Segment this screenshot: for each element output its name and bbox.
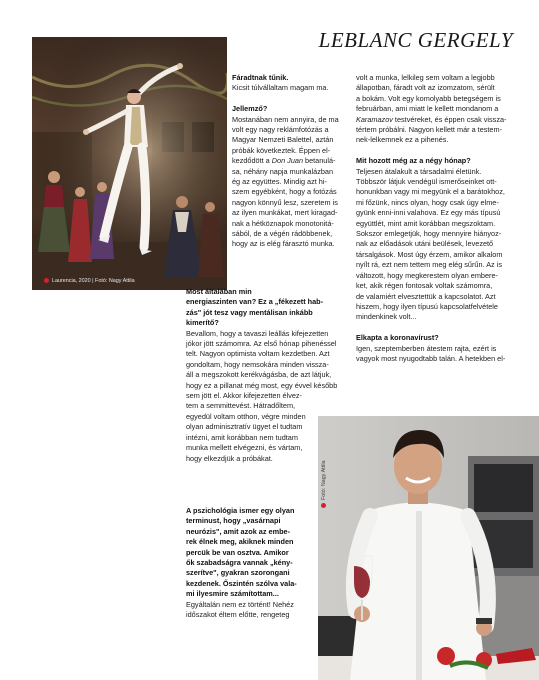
answer-line: egyedül voltam otthon, végre minden xyxy=(186,411,306,421)
answer-line: Mostanában nem annyira, de ma xyxy=(232,114,339,124)
answer-line: volt a munka, lelkileg sem voltam a legjobb xyxy=(356,73,495,82)
question-line: neurózis", amit azok az embe- xyxy=(186,526,291,536)
photo-credit-text: Laurencia, 2020 | Fotó: Nagy Attila xyxy=(52,278,135,284)
answer-line: februárban, ami miatt le kellett mondanom a xyxy=(356,104,499,114)
question-line: kimerítő? xyxy=(186,318,219,328)
answer-line: a bokám. Volt egy komolyabb betegségem is xyxy=(356,93,501,103)
answer-line: Bevallom, hogy a tavaszi leállás kifejezetten xyxy=(186,328,329,338)
answer-line: szem egyébként, hogy a fotózás xyxy=(232,187,337,197)
portrait-photo xyxy=(318,416,539,680)
title-italic: Karamazov xyxy=(356,114,393,124)
camera-icon xyxy=(321,503,326,508)
text-column-a xyxy=(232,73,350,250)
question-line: szerítve", gyakran szorongani xyxy=(186,568,290,578)
answer-line: vagyok most nyugodtabb talán. A hetekben el- xyxy=(356,353,506,363)
answer-line: ég az együttes. Mindig azt hi- xyxy=(232,177,327,187)
answer-line: Teljesen átalakult a társadalmi életünk. xyxy=(356,166,482,176)
answer-line: nagyon könnyű lesz, szeretem is xyxy=(232,197,338,207)
photo-credit xyxy=(321,460,327,508)
question-line: kezdenek. Őszintén szólva vala- xyxy=(186,578,297,588)
answer-line: időszakot éltem előtte, rengeteg xyxy=(186,610,290,620)
question-line: zás" jót tesz vagy mentálisan inkább xyxy=(186,307,313,317)
text-span: betanulá- xyxy=(303,156,336,166)
title-italic: Don Juan xyxy=(271,156,304,166)
answer-line: mindenkinek volt... xyxy=(356,312,417,322)
answer-line: Egyáltalán nem ez történt! Nehéz xyxy=(186,599,294,609)
answer-line: munka mellett elvégezni, és vártam, xyxy=(186,443,303,453)
camera-icon xyxy=(44,278,49,283)
answer-line: változott, hogy megkerestem olyan embere- xyxy=(356,270,498,280)
answer-line: hogy az is elég fárasztó munka. xyxy=(232,239,335,249)
answer-line: jókor jött számomra. Az első hónap pihenéssel xyxy=(186,339,337,349)
ballet-photo xyxy=(32,37,227,290)
answer-line: sából, de a végén rádöbbenek, xyxy=(232,229,333,239)
answer-line: de valamiért elvesztettük a kapcsolatot. Azt xyxy=(356,291,496,301)
photo-credit-text: Fotó: Nagy Attila xyxy=(321,460,327,500)
answer-line xyxy=(232,156,350,166)
question: Elkapta a koronavírust? xyxy=(356,333,439,343)
question-line: mi ilyesmire számítottam... xyxy=(186,589,279,599)
answer-line: sem jött el. Akkor kifejezetten élvez- xyxy=(186,391,302,401)
question-line: A pszichológia ismer egy olyan xyxy=(186,506,295,515)
text-column-right xyxy=(356,73,511,364)
question: Mit hozott még az a négy hónap? xyxy=(356,156,471,166)
kitchen-portrait-illustration xyxy=(318,416,539,680)
question-line: Most általában min xyxy=(186,287,252,296)
answer-line: mi főzünk, nincs olyan, hogy csak úgy elme- xyxy=(356,197,499,207)
answer-line: nak a hétköznapok monotonitá- xyxy=(232,218,334,228)
text-span: kezdődött a xyxy=(232,156,272,166)
answer-line: társalgások. Most úgy érzem, amikor alkalom xyxy=(356,249,503,259)
answer-line: hogy elkezdjük a próbákat. xyxy=(186,453,273,463)
answer-line: nyílt rá, ezt nem tettem meg elég sűrűn. Az is xyxy=(356,260,503,270)
answer-line: próbák következtek. Éppen el- xyxy=(232,145,331,155)
question-line: terminust, hogy „vasárnapi xyxy=(186,516,281,526)
question-line: rek élnek meg, akiknek minden xyxy=(186,537,294,547)
answer-line: gyünk enni-inni valahova. Ez egy más típusú xyxy=(356,208,501,218)
text-span: testvéreket, és éppen csak vissza- xyxy=(392,114,507,124)
answer-line: Sokszor emlegetjük, hogy mennyire hiányoz- xyxy=(356,229,502,239)
question-line: ők szabadságra vannak „kény- xyxy=(186,558,293,568)
answer-line xyxy=(356,115,511,125)
photo-credit xyxy=(44,278,135,284)
answer-line: sa, néhány napja munkalázban xyxy=(232,166,334,176)
answer-line: honunkban vagy mi megyünk el a barátokhoz, xyxy=(356,187,505,197)
answer-line: az ilyen munkákat, mert kiragad- xyxy=(232,208,338,218)
text-column-c xyxy=(186,506,310,620)
answer-line: telt. Nagyon optimista voltam kezdetben. Azt xyxy=(186,349,330,359)
answer-line: intézni, amit korábban nem tudtam xyxy=(186,432,298,442)
answer-line: Magyar Nemzeti Balettel, aztán xyxy=(232,135,334,145)
answer-line: tértem próbálni. Nagyon kellett már a testem- xyxy=(356,125,502,135)
answer-line: nek-lelkemnek ez a pihenés. xyxy=(356,135,449,145)
answer-line: tem a semmittevést. Hátradőltem, xyxy=(186,401,296,411)
answer-line: hiszem, hogy ilyen típusú kapcsolatfelvétele xyxy=(356,301,498,311)
answer-line: gondoltam, hogy nemsokára minden vissza- xyxy=(186,359,329,369)
ballet-scene-illustration xyxy=(32,37,227,290)
text-column-b xyxy=(186,287,350,464)
answer-line: áll a megszokott kerékvágásba, de azt látjuk, xyxy=(186,370,332,380)
answer-line: együttlét, mint amit korábban megszoktam. xyxy=(356,218,496,228)
answer-line: hogy ez a pillanat még most, egy évvel később xyxy=(186,380,338,390)
answer-line: nak az előadások utáni beülések, levezető xyxy=(356,239,494,249)
answer-line: állapotban, fáradt volt az izomzatom, sérült xyxy=(356,83,495,93)
answer-line: Igen, szeptemberben átestem rajta, ezért is xyxy=(356,343,497,353)
question-line: energiaszinten van? Ez a „fékezett hab- xyxy=(186,297,324,307)
answer-line: volt egy nagy reklámfotózás a xyxy=(232,125,329,135)
answer-line: Kicsit túlvállaltam magam ma. xyxy=(232,83,329,93)
question-line: percük be van osztva. Amikor xyxy=(186,547,289,557)
author-name: LEBLANC GERGELY xyxy=(318,28,513,52)
question: Jellemző? xyxy=(232,104,268,114)
answer-line: olyan adminisztratív ügyet el tudtam xyxy=(186,422,303,432)
answer-line: ket, akik régen fontosak voltak számomra, xyxy=(356,281,493,291)
answer-line: Többször látjuk vendégül ismerőseinket ott- xyxy=(356,177,497,187)
question: Fáradtnak tűnik. xyxy=(232,73,289,82)
